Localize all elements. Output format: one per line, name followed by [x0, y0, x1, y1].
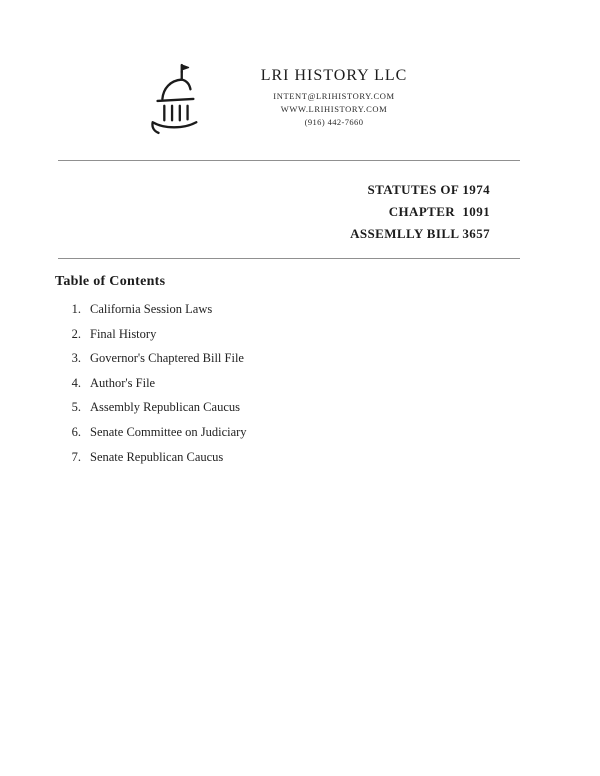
toc-item-label: Assembly Republican Caucus [90, 400, 240, 415]
website-text: WWW.LRIHISTORY.COM [280, 104, 388, 114]
toc-item-label: Senate Committee on Judiciary [90, 424, 247, 439]
toc-item [55, 425, 247, 450]
capitol-logo-icon [143, 60, 205, 136]
toc-item-number: 7. [71, 449, 81, 464]
toc-item-number: 1. [71, 302, 81, 316]
toc-item-number: 3. [71, 351, 81, 366]
toc-item [55, 351, 247, 376]
divider-top [58, 160, 520, 161]
toc-item-label: Author's File [90, 375, 156, 390]
toc-list [55, 302, 247, 474]
toc-item-label: Governor's Chaptered Bill File [90, 351, 244, 366]
toc-item [55, 400, 247, 425]
email-text: INTENT@LRIHISTORY.COM [273, 91, 395, 101]
chapter-line: CHAPTER 1091 [388, 204, 490, 219]
toc-title: Table of Contents [55, 274, 166, 289]
toc-item [55, 327, 247, 352]
toc-item-number: 5. [71, 400, 81, 415]
assembly-bill-line: ASSEMLLY BILL 3657 [350, 226, 490, 241]
letterhead [143, 60, 439, 136]
statute-reference-block [350, 179, 490, 245]
phone-text: (916) 442-7660 [304, 117, 364, 127]
toc-item-label: Senate Republican Caucus [90, 449, 224, 464]
letterhead-text [229, 67, 439, 129]
toc-item-label: Final History [90, 326, 157, 341]
divider-bottom [58, 258, 520, 259]
toc-item [55, 376, 247, 401]
toc-item-number: 2. [71, 326, 81, 341]
toc-item [55, 302, 247, 327]
toc-item-number: 6. [71, 424, 81, 439]
company-name: LRI HISTORY LLC [260, 67, 408, 84]
toc-item [55, 450, 247, 475]
toc-item-number: 4. [71, 375, 81, 390]
toc-item-label: California Session Laws [90, 302, 213, 316]
statutes-year-line: STATUTES OF 1974 [367, 182, 490, 197]
